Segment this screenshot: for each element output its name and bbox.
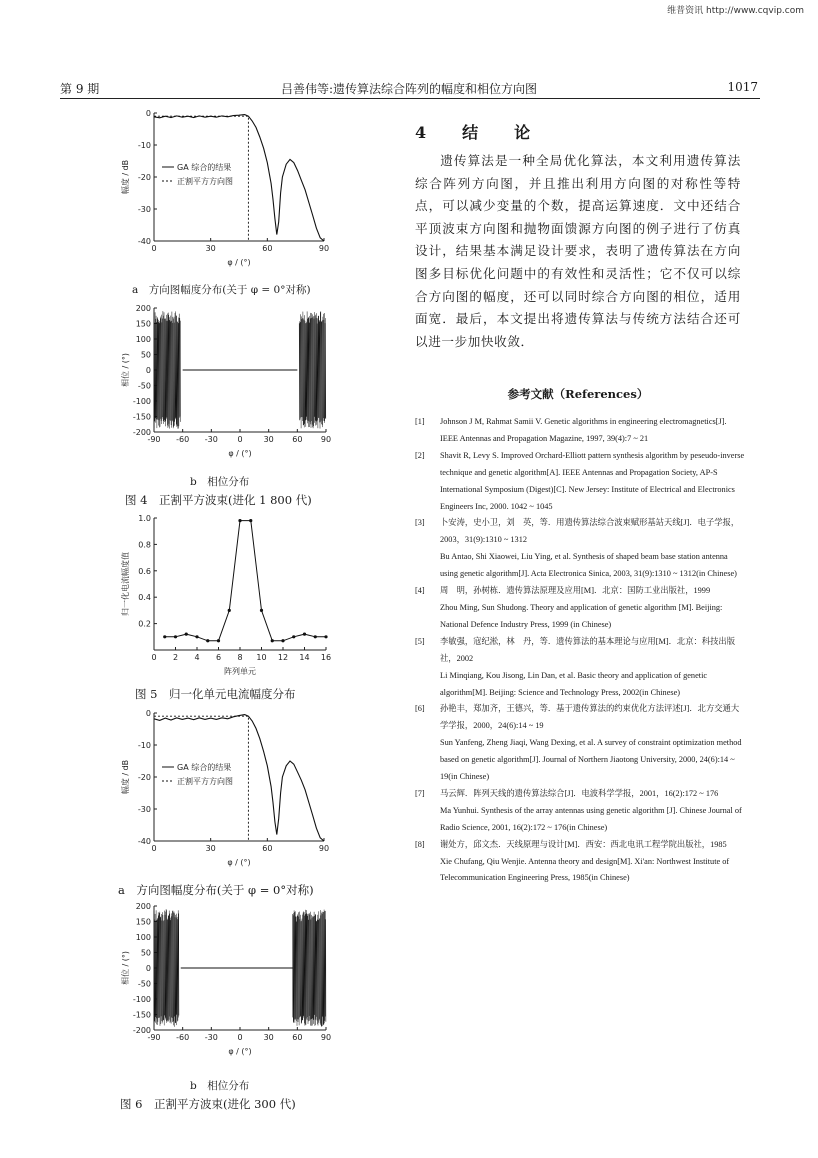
fig6-caption: 图 6 正割平方波束(进化 300 代) <box>120 1097 296 1111</box>
x-tick-label: 90 <box>320 1033 332 1042</box>
y-tick-label: 50 <box>140 350 151 360</box>
y-tick-label: 200 <box>135 902 151 911</box>
x-tick-label: 0 <box>151 244 157 253</box>
y-tick-label: 0 <box>145 964 151 973</box>
reference-text: Ma Yunhui. Synthesis of the array antennas using genetic algorithm [J]. Chinese Journal of Radio Science, 2001, 16(2):172 ~ 176(in Chinese) <box>440 805 742 832</box>
x-tick-label: 60 <box>292 1033 303 1042</box>
x-tick-label: 14 <box>299 653 310 662</box>
y-tick-label: -200 <box>132 1026 151 1035</box>
data-point <box>228 609 231 612</box>
y-tick-label: -100 <box>132 397 151 406</box>
x-tick-label: -30 <box>204 1033 218 1042</box>
x-tick-label: 8 <box>237 653 243 662</box>
reference-item <box>415 600 745 634</box>
y-tick-label: -20 <box>137 773 151 782</box>
x-tick-label: 30 <box>205 244 216 253</box>
y-axis-label: 幅度 / dB <box>121 159 130 195</box>
fig6b-chart <box>90 898 350 1068</box>
reference-text: Shavit R, Levy S. Improved Orchard-Elliott pattern synthesis algorithm by peseudo-inverse technique and genetic algorithm[A]. IEEE Antennas and Propagation Society, AP-S International Symposium (Digest)[C]. New Jersey: Institute of Electrical and Electronics Engineers Inc, 2000. 1042 ~ 1045 <box>440 450 745 511</box>
y-tick-label: -50 <box>137 381 151 391</box>
y-tick-label: -150 <box>132 412 151 422</box>
y-tick-label: 0.4 <box>138 593 151 603</box>
y-tick-label: 0 <box>145 709 151 718</box>
y-tick-label: -30 <box>137 805 151 814</box>
reference-item <box>415 583 745 600</box>
data-point <box>163 635 166 638</box>
y-axis-label: 归一化电流幅度值 <box>121 552 130 616</box>
reference-item <box>415 448 745 516</box>
y-tick-label: -10 <box>137 141 151 150</box>
fig4a-chart <box>90 105 350 265</box>
legend-secant-label: 正割平方方向图 <box>177 777 233 786</box>
reference-text: 谢处方，邱文杰．天线原理与设计[M]．西安：西北电讯工程学院出版社，1985 <box>440 839 727 849</box>
references-list <box>415 414 745 887</box>
reference-number: [3] <box>415 518 425 528</box>
y-tick-label: -20 <box>137 173 151 182</box>
reference-text: 卜安涛，史小卫，刘 英，等．用遗传算法综合波束赋形基站天线[J]．电子学报，2003，31(9):1310 ~ 1312 <box>440 518 740 545</box>
reference-text: Xie Chufang, Qiu Wenjie. Antenna theory and design[M]. Xi'an: Northwest Institute of Telecommunication Engineering Press, 1985(in Chinese) <box>440 856 730 883</box>
fig6a-chart <box>90 705 350 870</box>
x-axis-label: 阵列单元 <box>224 667 256 676</box>
reference-number: [8] <box>415 839 425 849</box>
fig5-chart <box>90 510 350 675</box>
x-tick-label: 90 <box>320 435 332 444</box>
y-tick-label: 1.0 <box>138 514 151 523</box>
reference-number: [2] <box>415 450 425 460</box>
data-point <box>174 635 177 638</box>
y-tick-label: 0.8 <box>138 540 151 550</box>
fig6a-caption: a 方向图幅度分布(关于 φ = 0°对称) <box>118 883 314 897</box>
conclusion-paragraph: 遗传算法是一种全局优化算法，本文利用遗传算法综合阵列方向图，并且推出利用方向图的对称性等特点，可以减少变量的个数，提高运算速度．文中还结合平顶波束方向图和抛物面馈源方向图的例子进行了仿真设计，结果基本满足设计要求，表明了遗传算法在方向图多目标优化问题中的有效性和灵活性；它不仅可以综合方向图的幅度，还可以同时综合方向图的相位，适用面宽．最后，本文提出将遗传算法与传统方法结合还可以进一步加快收敛． <box>415 153 741 349</box>
reference-item <box>415 634 745 668</box>
reference-text: Zhou Ming, Sun Shudong. Theory and application of genetic algorithm [M]. Beijing: National Defence Industry Press, 1999 (in Chinese) <box>440 602 723 629</box>
y-axis-label: 相位 / (°) <box>121 352 130 388</box>
y-tick-label: -50 <box>137 979 151 989</box>
data-point <box>271 639 274 642</box>
x-tick-label: 60 <box>292 435 303 444</box>
references-title: 参考文献（References） <box>507 387 649 401</box>
page-number: 1017 <box>727 80 758 94</box>
reference-number: [1] <box>415 417 425 426</box>
y-tick-label: 100 <box>135 335 151 344</box>
y-tick-label: 150 <box>135 319 151 329</box>
x-tick-label: -30 <box>204 435 218 444</box>
y-tick-label: -40 <box>137 237 151 246</box>
reference-number: [5] <box>415 636 425 646</box>
x-tick-label: 30 <box>205 844 216 853</box>
issue-number: 第 9 期 <box>60 82 100 96</box>
reference-text: Bu Antao, Shi Xiaowei, Liu Ying, et al. Synthesis of shaped beam base station antenna using genetic algorithm[J]. Acta Electronica Sinica, 2003, 31(9):1310 ~ 1312(in Chinese) <box>440 552 737 579</box>
data-point <box>249 519 252 522</box>
fig4a-caption: a 方向图幅度分布(关于 φ = 0°对称) <box>132 284 311 296</box>
reference-number: [4] <box>415 586 425 596</box>
x-tick-label: 0 <box>151 653 157 662</box>
y-axis-label: 相位 / (°) <box>121 950 130 986</box>
y-tick-label: 0 <box>145 366 151 375</box>
x-tick-label: 16 <box>320 653 332 662</box>
data-point <box>217 639 220 642</box>
fig4b-chart <box>90 300 350 460</box>
reference-text: 李敏强，寇纪淞，林 丹，等．遗传算法的基本理论与应用[M]．北京：科技出版社，2002 <box>440 636 735 663</box>
y-tick-label: -40 <box>137 837 151 846</box>
y-tick-label: 200 <box>135 304 151 313</box>
fig4b-caption: b 相位分布 <box>190 476 250 488</box>
data-point <box>185 633 188 636</box>
reference-number: [6] <box>415 704 425 714</box>
x-tick-label: 0 <box>151 844 157 853</box>
header-rule <box>60 98 760 99</box>
x-axis-label: φ / (°) <box>228 1047 252 1056</box>
reference-item <box>415 803 745 837</box>
data-point <box>260 609 263 612</box>
y-tick-label: 0.2 <box>138 619 151 629</box>
x-tick-label: 60 <box>262 844 273 853</box>
x-tick-label: 6 <box>215 653 222 662</box>
data-point <box>314 635 317 638</box>
y-tick-label: -200 <box>132 428 151 437</box>
current-amplitude-line <box>165 521 326 641</box>
reference-number: [7] <box>415 788 425 798</box>
reference-item <box>415 668 745 702</box>
x-tick-label: -90 <box>147 1033 161 1042</box>
fig6b-caption: b 相位分布 <box>190 1080 250 1092</box>
running-title: 吕善伟等:遗传算法综合阵列的幅度和相位方向图 <box>280 82 538 96</box>
y-axis-label: 幅度 / dB <box>121 759 130 795</box>
x-tick-label: 2 <box>172 653 179 662</box>
x-tick-label: 30 <box>263 1033 274 1042</box>
reference-item <box>415 414 745 448</box>
x-axis-label: φ / (°) <box>227 858 251 867</box>
reference-text: 马云辉．阵列天线的遗传算法综合[J]．电波科学学报，2001，16(2):172 ~ 176 <box>440 788 719 798</box>
data-point <box>195 635 198 638</box>
watermark: 维普资讯 http://www.cqvip.com <box>667 6 804 16</box>
y-tick-label: -100 <box>132 995 151 1004</box>
y-tick-label: -30 <box>137 205 151 214</box>
x-axis-label: φ / (°) <box>227 258 251 267</box>
reference-item <box>415 701 745 735</box>
y-tick-label: 50 <box>140 948 151 958</box>
reference-text: Sun Yanfeng, Zheng Jiaqi, Wang Dexing, et al. A survey of constraint optimization method based on genetic algorithm[J]. Journal of Northern Jiaotong University, 2000, 24(6):14 ~ 19(in Chinese) <box>440 738 742 782</box>
data-point <box>206 639 209 642</box>
x-tick-label: 90 <box>318 844 330 853</box>
x-tick-label: 30 <box>263 435 274 444</box>
y-tick-label: -150 <box>132 1010 151 1020</box>
x-tick-label: -60 <box>176 435 190 444</box>
section-title: 4 结 论 <box>415 123 541 142</box>
data-point <box>303 633 306 636</box>
fig5-caption: 图 5 归一化单元电流幅度分布 <box>135 687 296 701</box>
x-tick-label: -60 <box>176 1033 190 1042</box>
y-tick-label: 0 <box>145 109 151 118</box>
data-point <box>238 519 241 522</box>
reference-text: 周 明，孙树栋．遗传算法原理及应用[M]．北京：国防工业出版社，1999 <box>440 586 711 596</box>
reference-text: Johnson J M, Rahmat Samii V. Genetic algorithms in engineering electromagnetics[J]. IEEE Antennas and Propagation Magazine, 1997, 39(4):7 ~ 21 <box>440 417 727 443</box>
x-tick-label: 0 <box>237 435 243 444</box>
x-tick-label: 10 <box>256 653 267 662</box>
x-tick-label: 90 <box>318 244 330 253</box>
x-tick-label: 60 <box>262 244 273 253</box>
legend-secant-label: 正割平方方向图 <box>177 177 233 186</box>
y-tick-label: 150 <box>135 917 151 927</box>
data-point <box>292 635 295 638</box>
x-tick-label: 4 <box>194 653 200 662</box>
legend-ga-label: GA 综合的结果 <box>177 763 232 772</box>
reference-item <box>415 837 745 854</box>
reference-item <box>415 735 745 786</box>
reference-text: Li Minqiang, Kou Jisong, Lin Dan, et al. Basic theory and application of genetic algorithm[M]. Beijing: Science and Technology Press, 2002(in Chinese) <box>440 670 708 697</box>
reference-item <box>415 549 745 583</box>
y-tick-label: 0.6 <box>138 566 151 576</box>
reference-item <box>415 786 745 803</box>
x-axis-label: φ / (°) <box>228 449 252 458</box>
x-tick-label: -90 <box>147 435 161 444</box>
fig4-caption: 图 4 正割平方波束(进化 1 800 代) <box>125 493 312 507</box>
x-tick-label: 12 <box>277 653 289 662</box>
reference-text: 孙艳丰，郑加齐，王德兴，等．基于遗传算法的约束优化方法评述[J]．北方交通大学学报，2000，24(6):14 ~ 19 <box>440 704 740 731</box>
data-point <box>324 635 327 638</box>
data-point <box>281 639 284 642</box>
y-tick-label: -10 <box>137 741 151 750</box>
x-tick-label: 0 <box>237 1033 243 1042</box>
reference-item <box>415 515 745 549</box>
legend-ga-label: GA 综合的结果 <box>177 163 232 172</box>
reference-item <box>415 854 745 888</box>
y-tick-label: 100 <box>135 933 151 942</box>
